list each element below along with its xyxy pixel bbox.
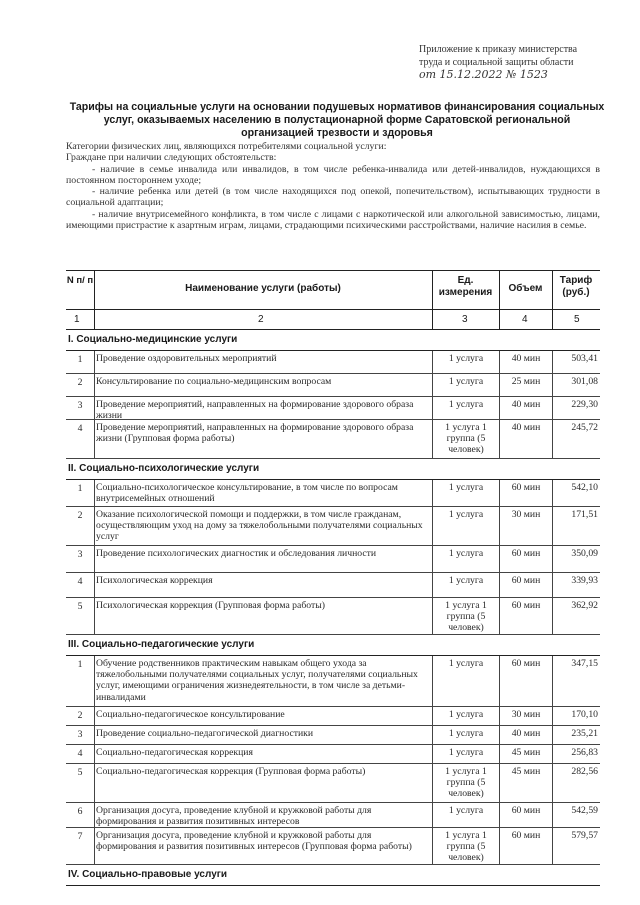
service-name: Психологическая коррекция (Групповая форма работы)	[96, 600, 325, 611]
intro-paragraph: Граждане при наличии следующих обстоятельств:	[66, 152, 277, 164]
unit-of-measure: 1 услуга	[448, 509, 484, 520]
volume: 60 мин	[511, 805, 541, 816]
row-number: 7	[77, 831, 83, 842]
row-number: 6	[77, 806, 83, 817]
row-number: 4	[77, 423, 83, 434]
tariff-value: 579,57	[571, 830, 598, 841]
row-number: 1	[77, 483, 83, 494]
service-name: Консультирование по социально-медицинским вопросам	[96, 376, 332, 387]
unit-of-measure: 1 услуга	[448, 747, 484, 758]
header-tariff: Тариф (руб.)	[559, 275, 593, 298]
service-name: Организация досуга, проведение клубной и кружковой работы для формирования и развития позитивных интересов	[96, 805, 372, 828]
tariff-value: 170,10	[571, 709, 598, 720]
volume: 60 мин	[511, 830, 541, 841]
service-name: Проведение мероприятий, направленных на формирование здорового образа жизни	[96, 399, 414, 422]
intro-paragraph: - наличие внутрисемейного конфликта, в том числе с лицами с наркотической или алкогольной зависимостью, лицами, имеющими пристрастие к азартным играм, лицами, страдающими психическими расстройствами, наличие насилия в семье.	[66, 208, 600, 232]
unit-of-measure: 1 услуга	[448, 728, 484, 739]
table-row	[66, 707, 600, 726]
service-name: Проведение психологических диагностик и обследования личности	[96, 548, 377, 559]
colnum: 3	[462, 314, 468, 325]
service-name: Социально-педагогическая коррекция (Групповая форма работы)	[96, 766, 366, 777]
tariff-value: 245,72	[571, 422, 598, 433]
header-name: Наименование услуги (работы)	[185, 283, 341, 294]
unit-of-measure: 1 услуга	[448, 658, 484, 669]
tariff-value: 339,93	[571, 575, 598, 586]
tariff-table	[66, 270, 600, 886]
volume: 30 мин	[511, 509, 541, 520]
appendix-line-3: от 15.12.2022 № 1523	[419, 68, 548, 81]
row-number: 4	[77, 576, 83, 587]
tariff-value: 282,56	[571, 766, 598, 777]
service-name: Социально-психологическое консультирование, в том числе по вопросам внутрисемейных отношений	[96, 482, 398, 505]
table-row	[66, 507, 600, 546]
section-title: I. Социально-медицинские услуги	[66, 330, 600, 351]
tariff-value: 229,30	[571, 399, 598, 410]
unit-of-measure: 1 услуга	[448, 709, 484, 720]
tariff-value: 362,92	[571, 600, 598, 611]
table-row	[66, 573, 600, 598]
header-volume: Объем	[508, 283, 543, 294]
row-number: 4	[77, 748, 83, 759]
row-number: 3	[77, 729, 83, 740]
tariff-value: 347,15	[571, 658, 598, 669]
row-number: 3	[77, 400, 83, 411]
volume: 60 мин	[511, 600, 541, 611]
tariff-value: 256,83	[571, 747, 598, 758]
table-header	[66, 270, 600, 330]
header-num: N п/ п	[66, 275, 94, 286]
colnum: 5	[574, 314, 580, 325]
appendix-line-2: труда и социальной защиты области	[419, 56, 574, 68]
volume: 40 мин	[511, 353, 541, 364]
service-name: Социально-педагогическая коррекция	[96, 747, 253, 758]
table-row	[66, 420, 600, 459]
row-number: 3	[77, 549, 83, 560]
volume: 45 мин	[511, 766, 541, 777]
table-row	[66, 397, 600, 420]
intro-text	[66, 141, 600, 231]
unit-of-measure: 1 услуга 1 группа (5 человек)	[445, 830, 487, 864]
tariff-value: 235,21	[571, 728, 598, 739]
section-title: II. Социально-психологические услуги	[66, 459, 600, 480]
volume: 45 мин	[511, 747, 541, 758]
volume: 40 мин	[511, 728, 541, 739]
colnum: 2	[258, 314, 264, 325]
intro-paragraph: - наличие в семье инвалида или инвалидов, в том числе ребенка-инвалида или детей-инвалидов, нуждающихся в постоянном постороннем уходе;	[66, 163, 600, 186]
volume: 30 мин	[511, 709, 541, 720]
table-row	[66, 480, 600, 507]
appendix-line-1: Приложение к приказу министерства	[419, 44, 578, 55]
tariff-value: 301,08	[571, 376, 598, 387]
unit-of-measure: 1 услуга	[448, 482, 484, 493]
service-name: Проведение мероприятий, направленных на формирование здорового образа жизни (Групповая форма работы)	[96, 422, 414, 445]
tariff-value: 171,51	[571, 509, 598, 520]
row-number: 5	[77, 767, 83, 778]
table-row	[66, 726, 600, 745]
intro-paragraph: - наличие ребенка или детей (в том числе находящихся под опекой, попечительством), испытывающих трудности в социальной адаптации;	[66, 186, 600, 209]
table-row	[66, 351, 600, 374]
table-row	[66, 764, 600, 803]
volume: 60 мин	[511, 575, 541, 586]
volume: 40 мин	[511, 399, 541, 410]
intro-paragraph: Категории физических лиц, являющихся потребителями социальной услуги:	[66, 141, 387, 152]
volume: 60 мин	[511, 548, 541, 559]
table-row	[66, 828, 600, 865]
service-name: Социально-педагогическое консультирование	[96, 709, 285, 720]
header-unit: Ед. измерения	[438, 275, 493, 298]
column-numbers	[66, 309, 600, 330]
row-number: 2	[77, 710, 83, 721]
volume: 25 мин	[511, 376, 541, 387]
service-name: Оказание психологической помощи и поддержки, в том числе гражданам, осуществляющим уход на дому за тяжелобольными получателями социальных услуг	[96, 509, 423, 543]
volume: 40 мин	[511, 422, 541, 433]
unit-of-measure: 1 услуга	[448, 805, 484, 816]
unit-of-measure: 1 услуга 1 группа (5 человек)	[445, 600, 487, 634]
section-title: III. Социально-педагогические услуги	[66, 635, 600, 656]
colnum: 4	[522, 314, 528, 325]
unit-of-measure: 1 услуга	[448, 353, 484, 364]
service-name: Проведение социально-педагогической диагностики	[96, 728, 314, 739]
table-row	[66, 374, 600, 397]
volume: 60 мин	[511, 482, 541, 493]
row-number: 2	[77, 377, 83, 388]
row-number: 5	[77, 601, 83, 612]
table-row	[66, 656, 600, 707]
table-row	[66, 546, 600, 573]
service-name: Обучение родственников практическим навыкам общего ухода за тяжелобольными получателями социальных услуг, получателями социальных услуг, имеющими ограничения жизнедеятельности, в том числе за детьми-инвалидами	[96, 658, 418, 703]
tariff-value: 350,09	[571, 548, 598, 559]
table-row	[66, 745, 600, 764]
row-number: 1	[77, 659, 83, 670]
unit-of-measure: 1 услуга	[448, 399, 484, 410]
colnum: 1	[74, 314, 80, 325]
table-body	[66, 330, 600, 886]
unit-of-measure: 1 услуга 1 группа (5 человек)	[445, 766, 487, 800]
volume: 60 мин	[511, 658, 541, 669]
row-number: 1	[77, 354, 83, 365]
service-name: Проведение оздоровительных мероприятий	[96, 353, 277, 364]
table-row	[66, 803, 600, 828]
unit-of-measure: 1 услуга	[448, 376, 484, 387]
appendix-note	[419, 44, 619, 82]
service-name: Организация досуга, проведение клубной и кружковой работы для формирования и развития позитивных интересов (Групповая форма работы)	[96, 830, 412, 853]
document-title: Тарифы на социальные услуги на основании подушевых нормативов финансирования социальных услуг, оказываемых населению в полустационарной форме Саратовской региональной организацией трезвости и здоровья	[69, 101, 605, 139]
service-name: Психологическая коррекция	[96, 575, 213, 586]
tariff-value: 542,59	[571, 805, 598, 816]
tariff-value: 503,41	[571, 353, 598, 364]
row-number: 2	[77, 510, 83, 521]
unit-of-measure: 1 услуга 1 группа (5 человек)	[445, 422, 487, 456]
table-row	[66, 598, 600, 635]
section-title: IV. Социально-правовые услуги	[66, 865, 600, 886]
tariff-value: 542,10	[571, 482, 598, 493]
unit-of-measure: 1 услуга	[448, 548, 484, 559]
unit-of-measure: 1 услуга	[448, 575, 484, 586]
